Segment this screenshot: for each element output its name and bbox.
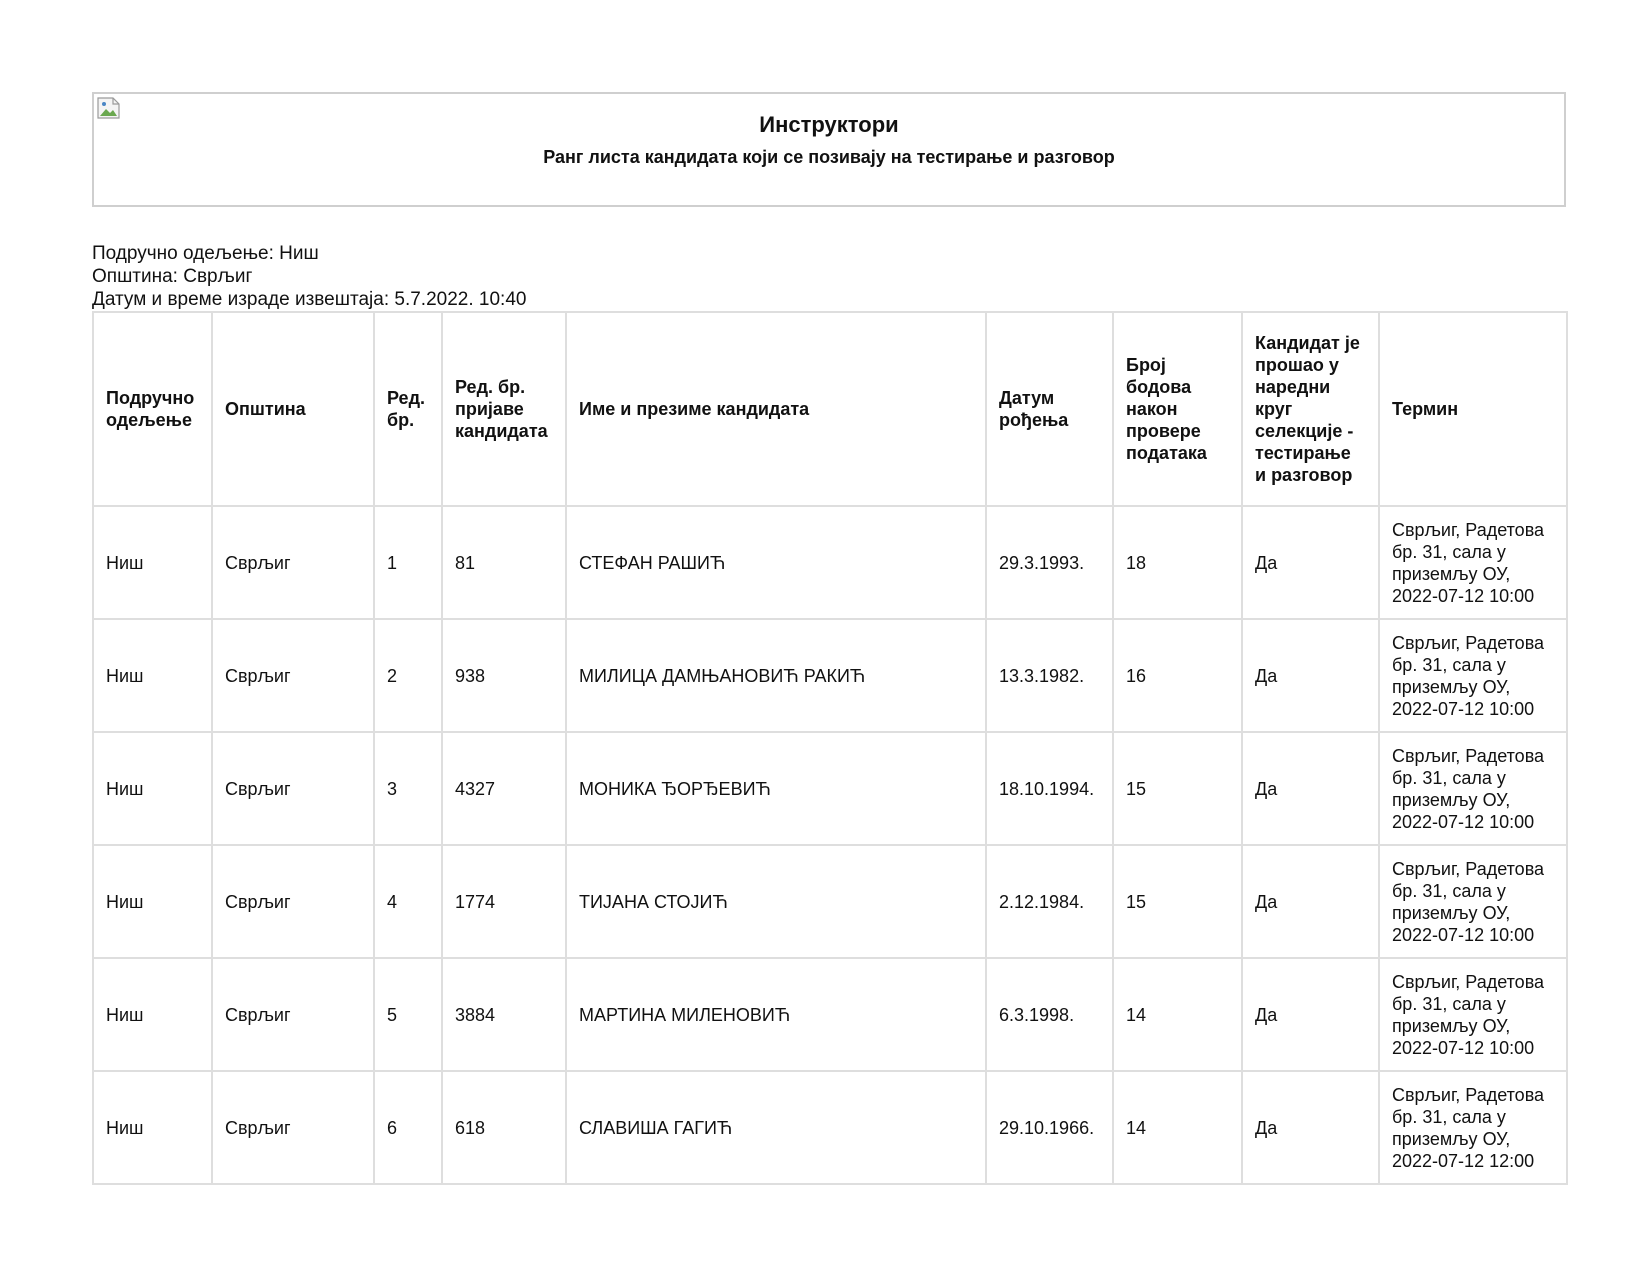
table-row bbox=[93, 845, 1567, 958]
cell-appointment: Сврљиг, Радетова бр. 31, сала у приземљу ОУ, 2022-07-12 10:00 bbox=[1379, 619, 1567, 732]
cell-application-number: 4327 bbox=[442, 732, 566, 845]
cell-passed: Да bbox=[1242, 1071, 1379, 1184]
cell-rank: 5 bbox=[374, 958, 442, 1071]
cell-municipality: Сврљиг bbox=[212, 506, 374, 619]
table-row bbox=[93, 958, 1567, 1071]
cell-municipality: Сврљиг bbox=[212, 732, 374, 845]
cell-department: Ниш bbox=[93, 958, 212, 1071]
cell-municipality: Сврљиг bbox=[212, 1071, 374, 1184]
cell-passed: Да bbox=[1242, 732, 1379, 845]
table-row bbox=[93, 619, 1567, 732]
cell-department: Ниш bbox=[93, 506, 212, 619]
municipality-line: Општина: Сврљиг bbox=[92, 266, 253, 287]
cell-birth-date: 29.10.1966. bbox=[986, 1071, 1113, 1184]
cell-department: Ниш bbox=[93, 1071, 212, 1184]
cell-passed: Да bbox=[1242, 619, 1379, 732]
col-header-appointment: Термин bbox=[1379, 312, 1567, 506]
cell-municipality: Сврљиг bbox=[212, 845, 374, 958]
cell-application-number: 3884 bbox=[442, 958, 566, 1071]
cell-appointment: Сврљиг, Радетова бр. 31, сала у приземљу ОУ, 2022-07-12 12:00 bbox=[1379, 1071, 1567, 1184]
col-header-points: Број бодова након провере података bbox=[1113, 312, 1242, 506]
cell-candidate-name: СТЕФАН РАШИЋ bbox=[566, 506, 986, 619]
cell-rank: 3 bbox=[374, 732, 442, 845]
cell-rank: 4 bbox=[374, 845, 442, 958]
cell-birth-date: 29.3.1993. bbox=[986, 506, 1113, 619]
cell-application-number: 938 bbox=[442, 619, 566, 732]
col-header-passed: Кандидат је прошао у наредни круг селекције - тестирање и разговор bbox=[1242, 312, 1379, 506]
cell-candidate-name: МИЛИЦА ДАМЊАНОВИЋ РАКИЋ bbox=[566, 619, 986, 732]
cell-birth-date: 6.3.1998. bbox=[986, 958, 1113, 1071]
rank-list-table bbox=[92, 311, 1568, 1185]
cell-points: 14 bbox=[1113, 1071, 1242, 1184]
cell-passed: Да bbox=[1242, 506, 1379, 619]
department-line: Подручно одељење: Ниш bbox=[92, 243, 319, 264]
cell-rank: 2 bbox=[374, 619, 442, 732]
cell-birth-date: 2.12.1984. bbox=[986, 845, 1113, 958]
col-header-municipality: Општина bbox=[212, 312, 374, 506]
report-datetime-line: Датум и време израде извештаја: 5.7.2022. 10:40 bbox=[92, 289, 527, 310]
cell-points: 15 bbox=[1113, 845, 1242, 958]
cell-department: Ниш bbox=[93, 732, 212, 845]
cell-points: 14 bbox=[1113, 958, 1242, 1071]
cell-application-number: 81 bbox=[442, 506, 566, 619]
cell-appointment: Сврљиг, Радетова бр. 31, сала у приземљу ОУ, 2022-07-12 10:00 bbox=[1379, 732, 1567, 845]
cell-points: 16 bbox=[1113, 619, 1242, 732]
cell-candidate-name: МАРТИНА МИЛЕНОВИЋ bbox=[566, 958, 986, 1071]
cell-application-number: 1774 bbox=[442, 845, 566, 958]
cell-candidate-name: ТИЈАНА СТОЈИЋ bbox=[566, 845, 986, 958]
cell-birth-date: 18.10.1994. bbox=[986, 732, 1113, 845]
cell-municipality: Сврљиг bbox=[212, 958, 374, 1071]
cell-rank: 6 bbox=[374, 1071, 442, 1184]
table-row bbox=[93, 506, 1567, 619]
cell-appointment: Сврљиг, Радетова бр. 31, сала у приземљу ОУ, 2022-07-12 10:00 bbox=[1379, 506, 1567, 619]
cell-candidate-name: СЛАВИША ГАГИЋ bbox=[566, 1071, 986, 1184]
col-header-department: Подручно одељење bbox=[93, 312, 212, 506]
report-header bbox=[92, 92, 1566, 207]
table-row bbox=[93, 732, 1567, 845]
cell-passed: Да bbox=[1242, 958, 1379, 1071]
table-header-row bbox=[93, 312, 1567, 506]
cell-municipality: Сврљиг bbox=[212, 619, 374, 732]
cell-candidate-name: МОНИКА ЂОРЂЕВИЋ bbox=[566, 732, 986, 845]
table-row bbox=[93, 1071, 1567, 1184]
col-header-candidate-name: Име и презиме кандидата bbox=[566, 312, 986, 506]
cell-department: Ниш bbox=[93, 619, 212, 732]
cell-department: Ниш bbox=[93, 845, 212, 958]
cell-appointment: Сврљиг, Радетова бр. 31, сала у приземљу ОУ, 2022-07-12 10:00 bbox=[1379, 845, 1567, 958]
cell-points: 18 bbox=[1113, 506, 1242, 619]
cell-passed: Да bbox=[1242, 845, 1379, 958]
cell-appointment: Сврљиг, Радетова бр. 31, сала у приземљу ОУ, 2022-07-12 10:00 bbox=[1379, 958, 1567, 1071]
cell-rank: 1 bbox=[374, 506, 442, 619]
report-meta bbox=[92, 242, 526, 311]
col-header-application-number: Ред. бр. пријаве кандидата bbox=[442, 312, 566, 506]
page-subtitle: Ранг листа кандидата који се позивају на тестирање и разговор bbox=[543, 147, 1115, 167]
cell-application-number: 618 bbox=[442, 1071, 566, 1184]
page-title: Инструктори bbox=[759, 112, 899, 137]
cell-birth-date: 13.3.1982. bbox=[986, 619, 1113, 732]
col-header-birth-date: Датум рођења bbox=[986, 312, 1113, 506]
cell-points: 15 bbox=[1113, 732, 1242, 845]
col-header-rank: Ред. бр. bbox=[374, 312, 442, 506]
